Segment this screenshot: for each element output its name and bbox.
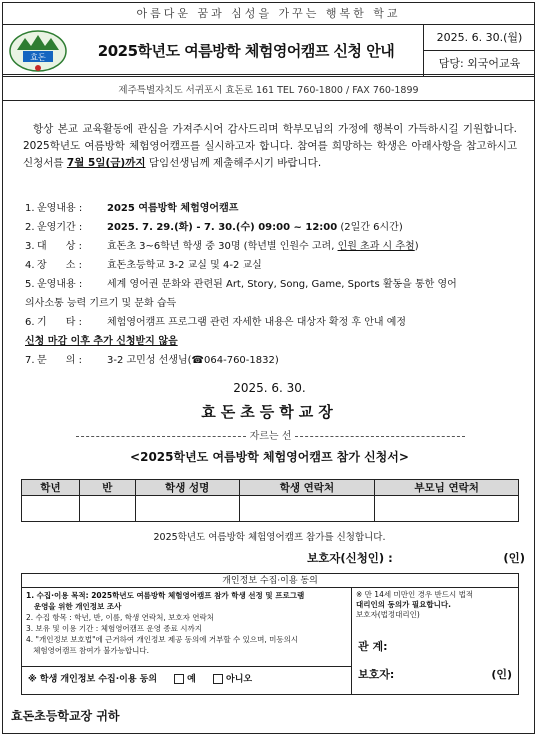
legal-guardian-section xyxy=(352,588,518,694)
table-header-parent-phone: 부모님 연락처 xyxy=(375,480,519,496)
intro-text: 항상 본교 교육활동에 관심을 가져주시어 감사드리며 학부모님의 가정에 행복이 가득하시길 기원합니다. 2025학년도 여름방학 체험영어캠프를 실시하고자 합니다. 참여를 희망하는 학생은 아래사항을 참고하시고 신청서를 xyxy=(23,123,517,169)
privacy-line: 2. 수집 항목 : 학년, 반, 이름, 학생 연락처, 보호자 연락처 xyxy=(26,613,214,622)
minor-note-line: 대리인의 동의가 필요합니다. xyxy=(356,600,452,609)
table-header-student-phone: 학생 연락처 xyxy=(239,480,375,496)
cut-line xyxy=(43,427,498,442)
lottery-note: 인원 초과 시 추첨 xyxy=(337,241,415,252)
list-item xyxy=(25,237,519,256)
list-item xyxy=(25,218,519,237)
privacy-title: 개인정보 수집·이용 동의 xyxy=(22,574,518,588)
item-value-rest: (2일간 6시간) xyxy=(337,222,403,233)
item-number: 1. xyxy=(25,203,35,214)
issue-date: 2025. 6. 30. xyxy=(233,381,306,395)
relation-field[interactable]: 관 계: xyxy=(358,640,388,653)
table-header-grade: 학년 xyxy=(22,480,80,496)
consent-yes-checkbox[interactable] xyxy=(174,674,184,684)
logo-text: 효돈 xyxy=(30,53,46,62)
school-name: 효돈초등학교장 xyxy=(201,403,338,421)
item-label: 대 상 : xyxy=(37,241,86,252)
seal-mark: (인) xyxy=(503,551,525,565)
guardian-signature[interactable] xyxy=(307,550,525,566)
list-item xyxy=(25,351,519,370)
item-number: 4. xyxy=(25,260,35,271)
item-value: 체험영어캠프 프로그램 관련 자세한 내용은 대상자 확정 후 안내 예정 xyxy=(107,317,407,328)
consent-no-label: 아니오 xyxy=(226,674,253,685)
form-title: <2025학년도 여름방학 체험영어캠프 참가 신청서> xyxy=(130,450,409,464)
student-phone-cell[interactable] xyxy=(239,496,375,522)
guardian-label: 보호자(신청인) : xyxy=(307,551,393,565)
no-late-application-note: 신청 마감 이후 추가 신청받지 않음 xyxy=(25,336,178,347)
item-value-end: ) xyxy=(414,241,419,252)
privacy-consent-box xyxy=(21,573,519,695)
item-label: 문 의 : xyxy=(37,355,86,366)
item-number: 5. xyxy=(25,279,35,290)
item-label: 기 타 : xyxy=(37,317,86,328)
item-number: 3. xyxy=(25,241,35,252)
class-cell[interactable] xyxy=(79,496,135,522)
info-list xyxy=(25,199,519,370)
privacy-line: 3. 보유 및 이용 기간 : 체험영어캠프 운영 종료 시까지 xyxy=(26,624,203,633)
list-item xyxy=(25,256,519,275)
list-item xyxy=(25,199,519,218)
item-label: 장 소 : xyxy=(37,260,86,271)
document-frame xyxy=(2,2,535,734)
item-value: 2025. 7. 29.(화) - 7. 30.(수) 09:00 ~ 12:00 xyxy=(107,222,338,233)
divider xyxy=(22,666,351,667)
item-value: 효돈초등학교 3-2 교실 및 4-2 교실 xyxy=(107,260,262,271)
document-title: 2025학년도 여름방학 체험영어캠프 신청 안내 xyxy=(97,42,395,60)
student-name-cell[interactable] xyxy=(135,496,239,522)
item-value: 3-2 고민성 선생님(☎064-760-1832) xyxy=(107,355,279,366)
item-number: 7. xyxy=(25,355,35,366)
item-value: 세계 영어권 문화와 관련된 Art, Story, Song, Game, Sports 활동을 통한 영어 xyxy=(107,279,457,290)
item-continuation: 의사소통 능력 기르기 및 문화 습득 xyxy=(25,298,177,309)
consent-row xyxy=(28,674,348,686)
list-item xyxy=(25,275,519,294)
consent-no-checkbox[interactable] xyxy=(213,674,223,684)
addressee: 효돈초등학교장 귀하 xyxy=(11,709,120,723)
list-item xyxy=(25,313,519,332)
cut-line-dash xyxy=(295,436,465,437)
school-address: 제주특별자치도 서귀포시 효돈로 161 TEL 760-1800 / FAX 760-1899 xyxy=(3,81,534,101)
header xyxy=(3,25,534,77)
table-header-class: 반 xyxy=(79,480,135,496)
seal-mark: (인) xyxy=(491,668,512,681)
item-number: 2. xyxy=(25,222,35,233)
school-logo-icon xyxy=(9,30,67,72)
privacy-line: 4. "개인정보 보호법"에 근거하여 개인정보 제공 동의에 거부할 수 있으며, 미동의시 xyxy=(26,635,299,644)
guardian-label: 보호자: xyxy=(358,668,395,681)
cut-line-dash xyxy=(76,436,246,437)
item-value: 효돈초 3~6학년 학생 중 30명 (학년별 인원수 고려, xyxy=(107,241,338,252)
item-label: 운영내용 : xyxy=(37,279,86,290)
privacy-line: 체험영어캠프 참여가 불가능합니다. xyxy=(26,646,149,655)
consent-label: ※ 학생 개인정보 수집·이용 동의 xyxy=(28,674,158,685)
privacy-line: 1. 수집·이용 목적: 2025학년도 여름방학 체험영어캠프 참가 학생 선정 및 프로그램 xyxy=(26,591,305,600)
table-row xyxy=(22,496,519,522)
privacy-terms xyxy=(22,588,352,694)
application-statement: 2025학년도 여름방학 체험영어캠프 참가를 신청합니다. xyxy=(153,532,386,543)
cut-line-label: 자르는 선 xyxy=(249,431,292,442)
deadline: 7월 5일(금)까지 xyxy=(66,157,146,169)
item-label: 운영기간 : xyxy=(37,222,86,233)
parent-phone-cell[interactable] xyxy=(375,496,519,522)
school-motto: 아름다운 꿈과 심성을 가꾸는 행복한 학교 xyxy=(3,3,534,25)
item-value: 2025 여름방학 체험영어캠프 xyxy=(107,203,239,214)
department-box: 담당: 외국어교육 xyxy=(423,51,535,77)
intro-paragraph xyxy=(23,121,517,172)
grade-cell[interactable] xyxy=(22,496,80,522)
application-table xyxy=(21,479,519,522)
issue-date-box: 2025. 6. 30.(월) xyxy=(423,25,535,51)
consent-yes-label: 예 xyxy=(187,674,196,685)
minor-note-line: 보호자(법정대리인) xyxy=(356,610,420,619)
item-label: 운영내용 : xyxy=(37,203,86,214)
intro-text-end: 담임선생님께 제출해주시기 바랍니다. xyxy=(145,157,322,169)
item-number: 6. xyxy=(25,317,35,328)
guardian-signature-field[interactable] xyxy=(358,670,512,680)
privacy-line: 운영을 위한 개인정보 조사 xyxy=(26,602,122,611)
table-header-row xyxy=(22,480,519,496)
table-header-name: 학생 성명 xyxy=(135,480,239,496)
minor-note-line: ※ 만 14세 미만인 경우 반드시 법적 xyxy=(356,590,474,599)
